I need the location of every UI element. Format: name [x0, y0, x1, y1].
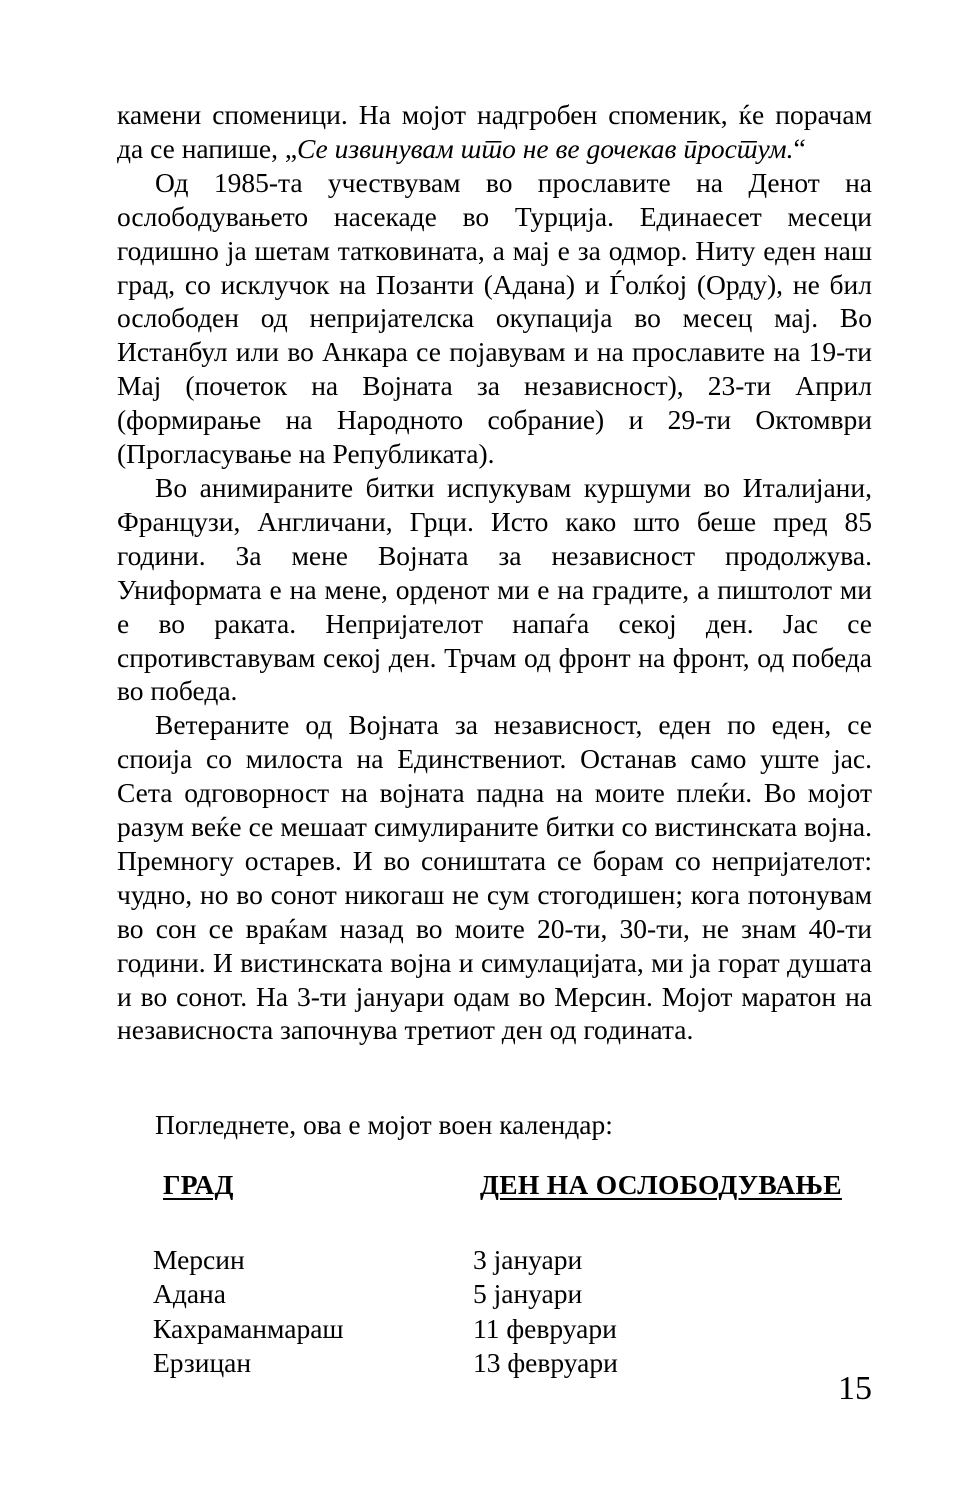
table-row	[117, 1312, 872, 1347]
liberation-calendar-table	[117, 1168, 872, 1381]
paragraph-run-closing-quote: “	[793, 132, 806, 164]
cell-city: Адана	[153, 1278, 226, 1309]
cell-city: Кахраманмараш	[153, 1312, 344, 1344]
calendar-intro-line: Погледнете, ова е мојот воен календар:	[155, 1109, 613, 1140]
cell-liberation-day: 3 јануари	[472, 1243, 583, 1275]
paragraph-animated-battles: Во анимираните битки испукувам куршуми во Италијани, Французи, Англичани, Грци. Исто како што беше пред 85 години. За мене Војната за независност продолжува. Униформата е на мене, орденот ми е на градите, а пиштолот ми е во раката. Непријателот напаѓа секој ден. Јас се спротивставувам секој ден. Трчам од фронт на фронт, од победа во победа.	[117, 471, 872, 707]
page-number: 15	[838, 1370, 872, 1407]
table-row	[117, 1277, 872, 1312]
column-header-city: ГРАД	[163, 1169, 234, 1200]
column-header-liberation-day: ДЕН НА ОСЛОБОДУВАЊЕ	[479, 1169, 842, 1200]
table-head	[117, 1168, 872, 1243]
cell-liberation-day: 13 февруари	[472, 1347, 618, 1378]
paragraph-run-normal: камени споменици. На мојот надгробен споменик, ќе порачам да се напише, „	[117, 99, 872, 164]
cell-city: Мерсин	[153, 1243, 245, 1275]
paragraph-gravestone	[117, 98, 872, 166]
table-header-row	[117, 1168, 872, 1243]
cell-city: Ерзицан	[153, 1347, 252, 1378]
paragraph-celebrations: Од 1985-та учествувам во прославите на Денот на ослободувањето насекаде во Турција. Единаесет месеци годишно ја шетам татковината, а мај е за одмор. Ниту еден наш град, со исклучок на Позанти (Адана) и Ѓолќој (Орду), не бил ослободен од непријателска окупација во месец мај. Во Истанбул или во Анкара се појавувам и на прославите на 19-ти Мај (почеток на Војната за независност), 23-ти Април (формирање на Народното собрание) и 29-ти Октомври (Прогласување на Републиката).	[117, 166, 872, 470]
table-row	[117, 1243, 872, 1278]
cell-liberation-day: 11 февруари	[472, 1312, 617, 1344]
paragraph-run-italic-quote: Се извинувам што не ве дочекав простум.	[297, 132, 794, 164]
table-body	[117, 1243, 872, 1381]
cell-liberation-day: 5 јануари	[472, 1278, 583, 1309]
paragraph-veterans: Ветераните од Војната за независност, еден по еден, се споија со милоста на Единствениот. Останав само уште јас. Сета одговорност на војната падна на моите плеќи. Во мојот разум веќе се мешаат симулираните битки со вистинската војна. Премногу остарев. И во соништата се борам со непријателот: чудно, но во сонот никогаш не сум стогодишен; кога потонувам во сон се враќам назад во моите 20-ти, 30-ти, не знам 40-ти години. И вистинската војна и симулацијата, ми ја горат душата и во сонот. На 3-ти јануари одам во Мерсин. Мојот маратон на независноста започнува третиот ден од годината.	[117, 709, 872, 1046]
body-text-block	[117, 98, 872, 1047]
